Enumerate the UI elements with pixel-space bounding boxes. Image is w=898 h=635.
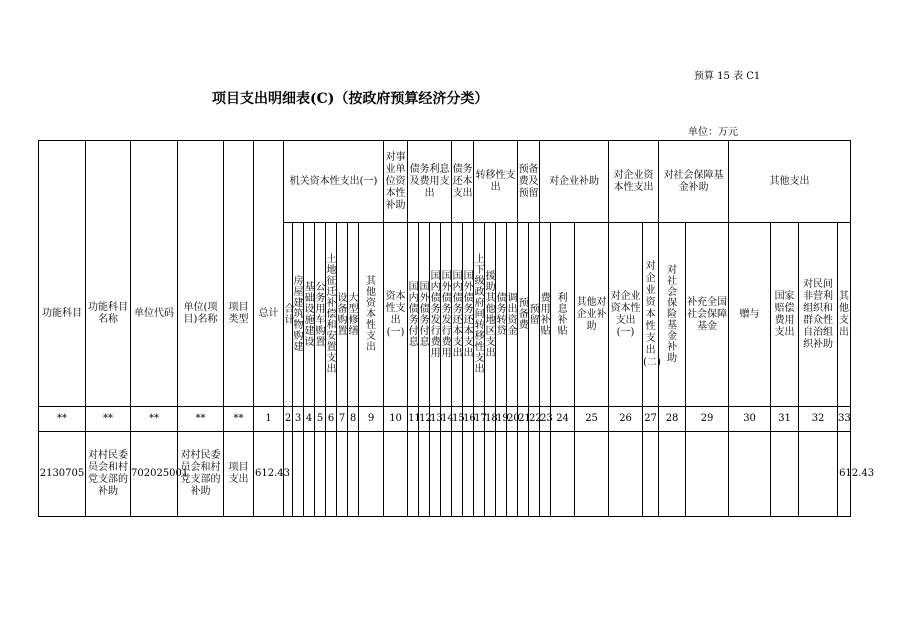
header-c25: 其他对企业补助 <box>575 223 609 407</box>
header-unit-name: 单位(项目)名称 <box>178 223 224 407</box>
index-number: 14 <box>441 407 452 432</box>
index-number: 17 <box>474 407 485 432</box>
index-number: 12 <box>419 407 430 432</box>
header-c12: 国外债务付息 <box>419 223 430 407</box>
cell-total: 612.43 <box>254 432 284 517</box>
cell-empty <box>496 432 507 517</box>
index-number: 32 <box>799 407 838 432</box>
index-stars: ** <box>178 407 224 432</box>
header-c17: 上下级政府间转移性支出 <box>474 223 485 407</box>
index-stars: ** <box>224 407 254 432</box>
index-number: 24 <box>551 407 575 432</box>
index-number: 22 <box>529 407 540 432</box>
index-number: 33 <box>838 407 851 432</box>
cell-empty <box>551 432 575 517</box>
cell-empty <box>485 432 496 517</box>
index-number: 18 <box>485 407 496 432</box>
header-c18: 援助其他地区支出 <box>485 223 496 407</box>
cell-empty <box>799 432 838 517</box>
group-reserve: 预备费及预留 <box>518 141 540 223</box>
header-c15: 国内债务还本支出 <box>452 223 463 407</box>
cell-empty <box>609 432 643 517</box>
index-number: 2 <box>284 407 293 432</box>
header-c33: 其他支出 <box>838 223 851 407</box>
group-debt-principal: 债务还本支出 <box>452 141 474 223</box>
header-c10: 资本性支出(一) <box>384 223 408 407</box>
cell-empty <box>359 432 384 517</box>
cell-empty <box>540 432 551 517</box>
index-number: 5 <box>315 407 326 432</box>
index-stars: ** <box>39 407 86 432</box>
index-number: 15 <box>452 407 463 432</box>
group-transfer: 转移性支出 <box>474 141 518 223</box>
unit-label: 单位：万元 <box>688 127 738 138</box>
index-number: 16 <box>463 407 474 432</box>
cell-empty <box>729 432 771 517</box>
cell-empty <box>293 432 304 517</box>
header-c22: 预留 <box>529 223 540 407</box>
header-total: 总计 <box>254 223 284 407</box>
index-number: 8 <box>348 407 359 432</box>
group-enterprise-subsidy: 对企业补助 <box>540 141 609 223</box>
cell-empty <box>408 432 419 517</box>
cell-empty <box>419 432 430 517</box>
header-c29: 补充全国社会保障基金 <box>686 223 729 407</box>
cell-func-name: 对村民委员会和村党支部的补助 <box>86 432 131 517</box>
cell-empty <box>337 432 348 517</box>
cell-empty <box>575 432 609 517</box>
index-number: 9 <box>359 407 384 432</box>
index-number: 28 <box>659 407 686 432</box>
cell-empty <box>659 432 686 517</box>
index-number: 30 <box>729 407 771 432</box>
cell-empty <box>686 432 729 517</box>
cell-empty <box>304 432 315 517</box>
cell-empty <box>452 432 463 517</box>
cell-empty <box>518 432 529 517</box>
index-number: 4 <box>304 407 315 432</box>
cell-other-expense: 612.43 <box>838 432 851 517</box>
header-c19: 债务转贷 <box>496 223 507 407</box>
cell-proj-type: 项目支出 <box>224 432 254 517</box>
index-number: 3 <box>293 407 304 432</box>
group-social-security: 对社会保障基金补助 <box>659 141 729 223</box>
header-c13: 国内债务发行费用 <box>430 223 441 407</box>
index-number: 20 <box>507 407 518 432</box>
group-capital-expense: 机关资本性支出(一) <box>284 141 384 223</box>
index-stars: ** <box>131 407 178 432</box>
cell-empty <box>529 432 540 517</box>
cell-empty <box>474 432 485 517</box>
index-number: 13 <box>430 407 441 432</box>
index-number: 31 <box>771 407 799 432</box>
cell-empty <box>771 432 799 517</box>
header-c2: 合计 <box>284 223 293 407</box>
header-func-name-top <box>86 141 131 223</box>
header-c27: 对企业资本性支出(二) <box>643 223 659 407</box>
index-number: 25 <box>575 407 609 432</box>
header-c23: 费用补贴 <box>540 223 551 407</box>
header-unit-name-top <box>178 141 224 223</box>
cell-empty <box>441 432 452 517</box>
header-c32: 对民间非营利组织和群众性自治组织补助 <box>799 223 838 407</box>
header-proj-type: 项目类型 <box>224 223 254 407</box>
form-number: 预算 15 表 C1 <box>694 71 761 82</box>
header-c8: 大型修缮 <box>348 223 359 407</box>
index-number: 21 <box>518 407 529 432</box>
index-number: 19 <box>496 407 507 432</box>
cell-empty <box>430 432 441 517</box>
index-stars: ** <box>86 407 131 432</box>
header-total-top <box>254 141 284 223</box>
cell-empty <box>384 432 408 517</box>
index-number: 29 <box>686 407 729 432</box>
header-c9: 其他资本性支出 <box>359 223 384 407</box>
index-number: 1 <box>254 407 284 432</box>
cell-empty <box>326 432 337 517</box>
header-unit-code: 单位代码 <box>131 223 178 407</box>
header-unit-code-top <box>131 141 178 223</box>
header-func-code-top <box>39 141 86 223</box>
cell-empty <box>507 432 518 517</box>
index-number: 27 <box>643 407 659 432</box>
group-debt-interest: 债务利息及费用支出 <box>408 141 452 223</box>
header-c5: 公务用车购置 <box>315 223 326 407</box>
index-number: 23 <box>540 407 551 432</box>
group-other-expense: 其他支出 <box>729 141 851 223</box>
header-c4: 基础设施建设 <box>304 223 315 407</box>
cell-unit-code: 702025001 <box>131 432 178 517</box>
header-c28: 对社会保险基金补助 <box>659 223 686 407</box>
header-c3: 房屋建筑物购建 <box>293 223 304 407</box>
expenditure-table <box>38 140 875 517</box>
header-c6: 土地征迁补偿和安置支出 <box>326 223 337 407</box>
header-c7: 设备购置 <box>337 223 348 407</box>
header-func-name: 功能科目名称 <box>86 223 131 407</box>
header-c26: 对企业资本性支出(一) <box>609 223 643 407</box>
index-number: 6 <box>326 407 337 432</box>
header-c24: 利息补贴 <box>551 223 575 407</box>
cell-unit-name: 对村民委员会和村党支部的补助 <box>178 432 224 517</box>
index-number: 26 <box>609 407 643 432</box>
group-institution-capital: 对事业单位资本性补助 <box>384 141 408 223</box>
cell-empty <box>315 432 326 517</box>
header-c11: 国内债务付息 <box>408 223 419 407</box>
cell-empty <box>348 432 359 517</box>
index-number: 7 <box>337 407 348 432</box>
page-title: 项目支出明细表(C)（按政府预算经济分类） <box>212 91 489 107</box>
header-c21: 预备费 <box>518 223 529 407</box>
header-c31: 国家赔偿费用支出 <box>771 223 799 407</box>
header-c16: 国外债务还本支出 <box>463 223 474 407</box>
header-func-code: 功能科目 <box>39 223 86 407</box>
group-enterprise-capital: 对企业资本性支出 <box>609 141 659 223</box>
header-proj-type-top <box>224 141 254 223</box>
header-c20: 调出资金 <box>507 223 518 407</box>
cell-empty <box>463 432 474 517</box>
cell-func-code: 2130705 <box>39 432 86 517</box>
cell-empty <box>643 432 659 517</box>
index-number: 11 <box>408 407 419 432</box>
header-c30: 赠与 <box>729 223 771 407</box>
header-c14: 国外债务发行费用 <box>441 223 452 407</box>
index-number: 10 <box>384 407 408 432</box>
